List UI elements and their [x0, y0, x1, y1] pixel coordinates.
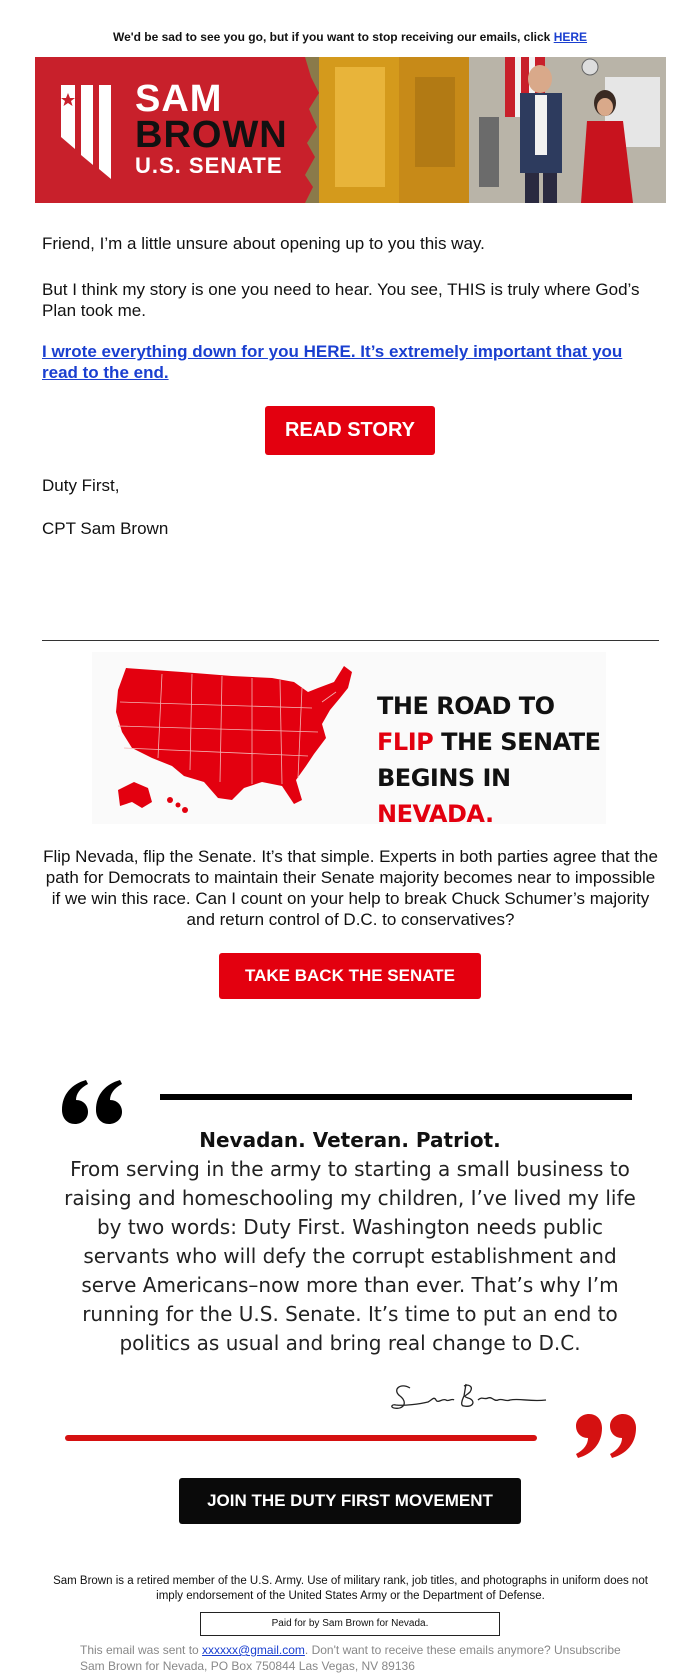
- road-line-3: [377, 760, 606, 832]
- us-map-icon: [112, 662, 357, 817]
- unsubscribe-note-text: We'd be sad to see you go, but if you want to stop receiving our emails, click: [112, 30, 554, 44]
- unsubscribe-note: [0, 30, 700, 44]
- road-line-3-pre: BEGINS IN: [377, 764, 511, 792]
- letter-closing: Duty First,: [42, 476, 120, 495]
- footer-sent-to: [80, 1643, 621, 1657]
- open-quote-icon: [60, 1080, 126, 1124]
- road-line-1: THE ROAD TO: [377, 692, 555, 720]
- campaign-logo-icon: [57, 79, 127, 179]
- road-nevada-word: NEVADA.: [377, 800, 494, 828]
- letter-paragraph-3: [42, 341, 662, 383]
- read-story-button[interactable]: READ STORY: [265, 406, 435, 455]
- road-line-2-rest: THE SENATE: [433, 728, 601, 756]
- header-banner[interactable]: [35, 57, 666, 203]
- footer-unsubscribe-text[interactable]: . Don't want to receive these emails anymore? Unsubscribe: [304, 1643, 621, 1657]
- banner-brand: [135, 78, 288, 179]
- military-disclaimer: Sam Brown is a retired member of the U.S. Army. Use of military rank, job titles, and photographs in uniform does not imply endorsement of the United States Army or the Department of Defense.: [53, 1575, 648, 1602]
- road-headline: [377, 688, 606, 832]
- quote-body: From serving in the army to starting a small business to raising and homeschooling my children, I’ve lived my life by two words: Duty First. Washington needs public servants who will defy the corrupt establishment and serve Americans–now more than ever. That’s why I’m running for the U.S. Senate. It’s time to put an end to politics as usual and bring real change to D.C.: [64, 1157, 636, 1355]
- recipient-email-link[interactable]: xxxxxx@gmail.com: [202, 1643, 305, 1657]
- banner-office: U.S. SENATE: [135, 153, 283, 178]
- close-quote-icon: [574, 1414, 640, 1458]
- banner-first-name: SAM: [135, 78, 223, 120]
- quote-rule-bottom: [65, 1435, 537, 1441]
- letter-paragraph-2: But I think my story is one you need to hear. You see, THIS is truly where God’s Plan took me.: [42, 280, 640, 320]
- letter-paragraph-1: Friend, I’m a little unsure about opening up to you this way.: [42, 234, 485, 253]
- footer-address: Sam Brown for Nevada, PO Box 750844 Las Vegas, NV 89136: [80, 1659, 415, 1673]
- footer-sent-prefix: This email was sent to: [80, 1643, 203, 1657]
- candidate-photo: [305, 57, 666, 203]
- road-to-flip-graphic[interactable]: [92, 652, 606, 828]
- road-flip-word: FLIP: [377, 728, 434, 756]
- banner-last-name: BROWN: [135, 114, 288, 156]
- join-movement-button[interactable]: JOIN THE DUTY FIRST MOVEMENT: [179, 1478, 521, 1524]
- paid-for-box: Paid for by Sam Brown for Nevada.: [200, 1612, 500, 1636]
- letter-signoff: CPT Sam Brown: [42, 519, 169, 538]
- take-back-senate-button[interactable]: TAKE BACK THE SENATE: [219, 953, 481, 999]
- unsubscribe-link[interactable]: HERE: [553, 30, 588, 44]
- flip-paragraph: Flip Nevada, flip the Senate. It’s that simple. Experts in both parties agree that the path for Democrats to maintain their Senate majority becomes near to impossible if we win this race. Can I count on your help to break Chuck Schumer’s majority and return control of D.C. to conservatives?: [43, 847, 658, 929]
- signature-image: [390, 1376, 550, 1416]
- quote-rule-top: [160, 1094, 632, 1100]
- road-line-2: [377, 724, 606, 760]
- story-link[interactable]: I wrote everything down for you HERE. It’s extremely important that you read to the end.: [42, 342, 623, 382]
- section-divider: [42, 640, 659, 641]
- quote-title: Nevadan. Veteran. Patriot.: [199, 1128, 501, 1152]
